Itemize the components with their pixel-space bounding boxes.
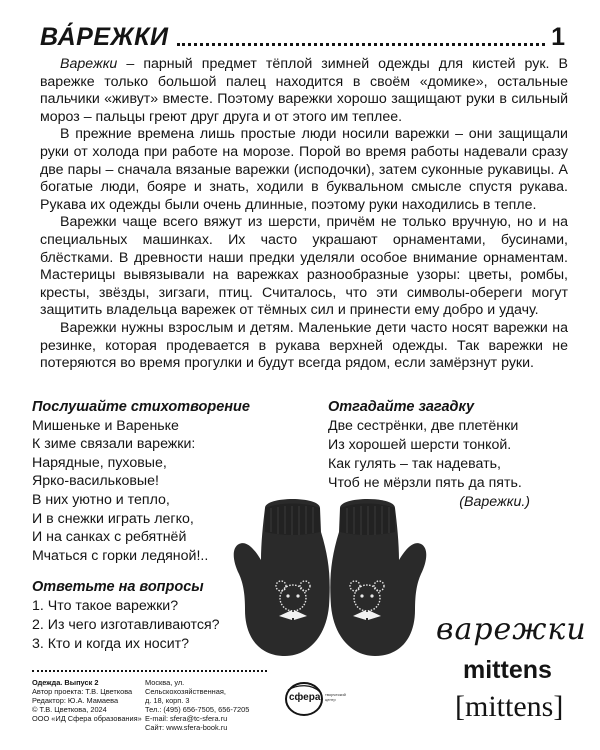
riddle-line: Из хорошей шерсти тонкой. xyxy=(328,437,512,453)
left-mitten xyxy=(234,499,330,656)
right-mitten xyxy=(330,499,426,656)
title-dot-leader xyxy=(177,43,546,46)
questions-heading: Ответьте на вопросы xyxy=(32,579,204,595)
page-number: 1 xyxy=(551,23,565,51)
footer-line: Москва, ул. Сельскохозяйственная, xyxy=(145,678,226,696)
footer-imprint xyxy=(32,678,142,723)
footer-contacts xyxy=(145,678,265,732)
footer-line: Сайт: www.sfera-book.ru xyxy=(145,723,228,732)
footer-issue: Одежда. Выпуск 2 xyxy=(32,678,99,687)
mittens-illustration xyxy=(225,488,430,660)
poem-line: Ярко-васильковые! xyxy=(32,473,159,490)
riddle-line: Две сестрёнки, две плетёнки xyxy=(328,418,519,434)
footer-line: д. 18, корп. 3 xyxy=(145,696,190,705)
vocab-russian-word: варежки xyxy=(436,612,587,647)
poem-line: В них уютно и тепло, xyxy=(32,491,170,508)
sfera-logo xyxy=(268,680,354,718)
page-title: ВА́РЕЖКИ xyxy=(40,23,169,51)
footer-line: E-mail: sfera@tc-sfera.ru xyxy=(145,714,228,723)
logo-text: сфера xyxy=(289,692,321,703)
question-item: 3. Кто и когда их носит? xyxy=(32,636,190,652)
lead-term: Варежки xyxy=(60,56,118,72)
footer-divider xyxy=(32,670,267,672)
footer-line: Редактор: Ю.А. Мамаева xyxy=(32,696,119,705)
paragraph-3: Варежки чаще всего вяжут из шерсти, причём не только вручную, но и на специальных машинках. Их часто украшают орнаментами, бусинами, блёстками. В древности наши предки уделяли особое внимание орнаментам. Мастерицы вывязывали на варежках разнообразные узоры: цветы, ромбы, кресты, звёзды, зигзаги, птиц. Считалось, что эти символы-обереги могут защитить владельца варежек от тёмных сил и принести ему добро и удачу. xyxy=(40,214,568,319)
paragraph-1 xyxy=(40,56,568,126)
riddle-heading: Отгадайте загадку xyxy=(328,399,475,415)
footer-line: ООО «ИД Сфера образования» xyxy=(32,714,142,723)
title-row xyxy=(40,22,565,52)
footer-line: Тел.: (495) 656-7505, 656-7205 xyxy=(145,705,250,714)
paragraph-4: Варежки нужны взрослым и детям. Маленькие дети часто носят варежки на резинке, которая продевается в рукава верхней одежды. Так варежки не потеряются во время прогулки и будут всегда рядом, если замёрзнут руки. xyxy=(40,319,568,372)
footer-line: Автор проекта: Т.В. Цветкова xyxy=(32,687,133,696)
poem-line: Мишеньке и Вареньке xyxy=(32,417,179,434)
question-item: 1. Что такое варежки? xyxy=(32,598,179,614)
paragraph-1-rest: – парный предмет тёплой зимней одежды для кистей рук. В варежке только большой палец находится в своём «домике», остальные пальчики «живут» вместе. Поэтому варежки хорошо защищают руки в сильный мороз – пальцы греют друг друга и от этого им теплее. xyxy=(40,56,568,125)
question-item: 2. Из чего изготавливаются? xyxy=(32,617,220,633)
poem-line: И на санках с ребятнёй xyxy=(32,529,187,546)
footer-line: © Т.В. Цветкова, 2024 xyxy=(32,705,107,714)
logo-subtitle: творческий центр xyxy=(325,692,346,702)
poem-line: Мчаться с горки ледяной!.. xyxy=(32,547,209,564)
riddle-answer: (Варежки.) xyxy=(459,494,530,510)
poem-heading: Послушайте стихотворение xyxy=(32,399,250,415)
vocab-transcription: [mittens] xyxy=(455,690,564,723)
poem-line: И в снежки играть легко, xyxy=(32,510,194,527)
poem-line: К зиме связали варежки: xyxy=(32,436,196,453)
paragraph-2: В прежние времена лишь простые люди носили варежки – они защищали руки от холода при работе на морозе. Порой во время работы надевали сразу две пары – сначала вязаные варежки (исподочки), затем суконные рукавицы. А богатые люди, бояре и знать, ходили в буквальном смысле спустя рукава. Рукава их одежды были очень длинные, поэтому руки находились в тепле. xyxy=(40,126,568,213)
article-text xyxy=(40,56,568,373)
vocab-english-word: mittens xyxy=(463,656,552,684)
riddle-line: Как гулять – так надевать, xyxy=(328,456,501,472)
poem-line: Нарядные, пуховые, xyxy=(32,454,167,471)
riddle-line: Чтоб не мёрзли пять да пять. xyxy=(328,475,522,491)
